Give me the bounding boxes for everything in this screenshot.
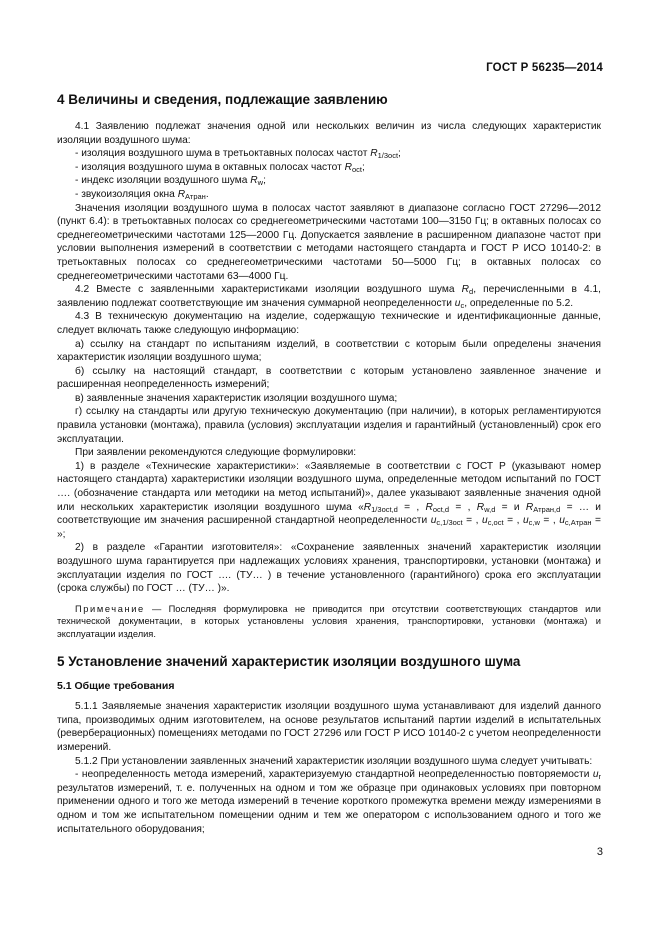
clause-5-1-2-item: - неопределенность метода измерений, характеризуемую стандартной неопределенностью повторяемости $u_r$ результатов измерений, т. е. полученных на одном и том же образце при одинаковых условиях при повторном применении одного и того же метода измерений в течение короткого промежутка времени между измерениями в одном и том же испытательном помещении одним и тем же оператором с использованием одного и того же испытательного оборудования; — [57, 769, 601, 835]
clause-4-3-b: б) ссылку на настоящий стандарт, в соответствии с которым установлено заявленное значение и расширенная неопределенность измерений; — [57, 365, 601, 391]
list-item: - изоляция воздушного шума в третьоктавных полосах частот $R_{1/3oct}$; — [75, 148, 401, 161]
clause-4-3-c: в) заявленные значения характеристик изоляции воздушного шума; — [75, 392, 398, 404]
recommendation-intro: При заявлении рекомендуются следующие формулировки: — [75, 447, 357, 459]
list-item: - звукоизоляция окна $R_{Атран}$. — [75, 188, 209, 201]
formulation-2: 2) в разделе «Гарантии изготовителя»: «Сохранение заявленных значений характеристик изоляции воздушного шума гарантируется при надлежащих условиях хранения, транспортировки, установки (монтажа) и эксплуатации изделия по ГОСТ …. (ТУ… ) в течение установленного (гарантийного) срока его эксплуатации (срока службы) по ГОСТ … (ТУ… )». — [57, 542, 601, 595]
section-5-title: 5 Установление значений характеристик изоляции воздушного шума — [57, 654, 521, 670]
page-number: 3 — [596, 846, 603, 858]
list-item: - изоляция воздушного шума в октавных полосах частот $R_{oct}$; — [75, 161, 365, 174]
page-content — [57, 90, 601, 836]
clause-4-3-d: г) ссылку на стандарты или другую техническую документацию (при наличии), в которых регламентируются правила установки (монтажа), правила (условия) эксплуатации изделия и гарантийный (установленный) срок его эксплуатации. — [57, 406, 601, 445]
clause-5-1-2: 5.1.2 При установлении заявленных значений характеристик изоляции воздушного шума следует учитывать: — [75, 755, 593, 767]
list-item: - индекс изоляции воздушного шума $R_w$; — [75, 175, 266, 188]
document-code-header: ГОСТ Р 56235—2014 — [486, 62, 603, 74]
formulation-1: 1) в разделе «Технические характеристики»: «Заявляемые в соответствии с ГОСТ Р (указывают номер настоящего стандарта) характеристики изоляции воздушного шума, определенные методом испытаний по ГОСТ …. (обозначение стандарта или методики на метод испытаний)», далее указывают заявленные значения одной или нескольких характеристик изоляции воздушного шума «$R_{1/3oct,d}$ = , $R_{oct,d}$ = , $R_{w,d} = и$ $R_{Атран,d}$ = … и соответствующие им значения расширенной стандартной неопределенности $u_{c,1/3oct}$ = , $u_{c,oct}$ = , $u_{c,w}$ = , $u_{c,Атран}$ = »; — [57, 460, 601, 540]
subsection-5-1-title: 5.1 Общие требования — [57, 680, 175, 693]
note: Примечание — Последняя формулировка не приводится при отсутствии соответствующих стандартов или технической документации, в которых установлены условия хранения, транспортировки, установки (монтажа) и эксплуатации изделия. — [57, 603, 601, 639]
clause-4-1: 4.1 Заявлению подлежат значения одной или нескольких величин из числа следующих характеристик изоляции воздушного шума: — [57, 121, 601, 146]
clause-4-3: 4.3 В техническую документацию на изделие, содержащую технические и идентификационные данные, следует включать также следующую информацию: — [57, 311, 601, 336]
clause-5-1-1: 5.1.1 Заявляемые значения характеристик изоляции воздушного шума устанавливают для изделий данного типа, производимых одним изготовителем, на основе результатов испытаний партии изделий в испытательных (реверберационных) помещениях методами по ГОСТ 27296 или ГОСТ Р ИСО 10140-2 с учетом неопределенности измерений. — [57, 701, 601, 754]
frequency-range-paragraph: Значения изоляции воздушного шума в полосах частот заявляют в диапазоне согласно ГОСТ 27296—2012 (пункт 6.4): в третьоктавных полосах со среднегеометрическими частотами 100—3150 Гц; в октавных полосах со среднегеометрическими частотами 125—2000 Гц. Допускается заявление в расширенном диапазоне частот при условии выполнения измерений в соответствии с методами настоящего стандарта и ГОСТ Р ИСО 10140-2: в третьоктавных полосах со среднегеометрическими частотами 50—5000 Гц; в октавных полосах со среднегеометрическими частотами 63—4000 Гц. — [57, 202, 601, 282]
clause-4-2: 4.2 Вместе с заявленными характеристиками изоляции воздушного шума $R_d$, перечисленными в 4.1, заявлению подлежат соответствующие им значения суммарной неопределенности $u_c$, определенные по 5.2. — [57, 284, 601, 310]
section-4-title: 4 Величины и сведения, подлежащие заявлению — [57, 92, 388, 107]
clause-4-3-a: а) ссылку на стандарт по испытаниям изделий, в соответствии с которым были определены значения характеристик изоляции воздушного шума; — [57, 338, 601, 364]
